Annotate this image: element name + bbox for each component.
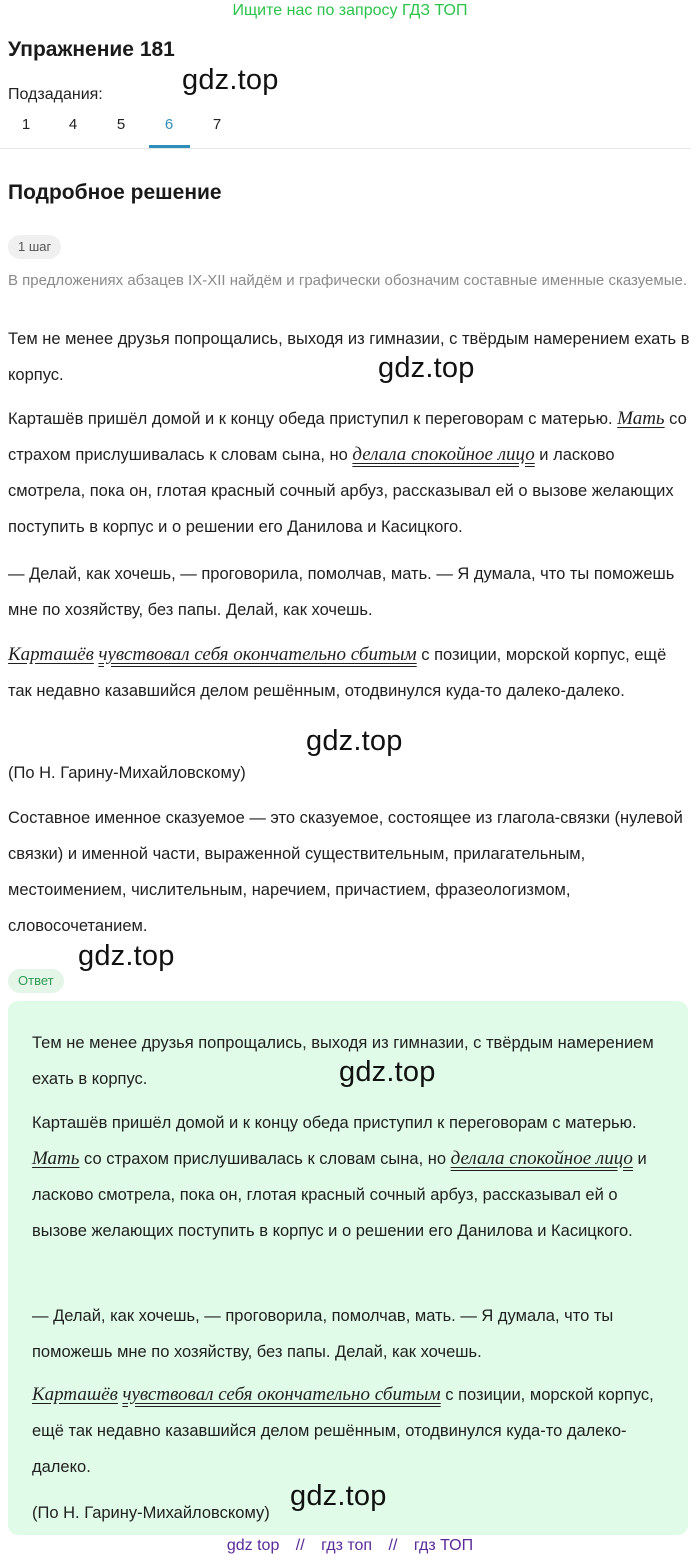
predicate-mark: делала спокойное лицо xyxy=(450,1148,633,1169)
tab-1[interactable]: 1 xyxy=(21,116,31,133)
step-note: В предложениях абзацев IX-XII найдём и графически обозначим составные именные сказуемые. xyxy=(8,272,687,289)
bottom-link-gdz-top-ru[interactable]: гдз топ xyxy=(321,1537,373,1554)
paragraph-text: со страхом прислушивалась к словам сына, но xyxy=(8,410,687,464)
watermark: gdz.top xyxy=(182,64,279,96)
watermark: gdz.top xyxy=(339,1056,436,1088)
tab-7[interactable]: 7 xyxy=(212,116,222,133)
answer-paragraph-2 xyxy=(32,1105,672,1249)
active-tab-indicator xyxy=(149,145,190,148)
bottom-link-gdz-top[interactable]: gdz top xyxy=(226,1537,280,1554)
paragraph-text: Карташёв пришёл домой и к концу обеда приступил к переговорам с матерью. xyxy=(8,410,618,428)
watermark: gdz.top xyxy=(306,725,403,757)
tab-6[interactable]: 6 xyxy=(164,116,174,133)
watermark: gdz.top xyxy=(78,940,175,972)
paragraph-text: и ласково смотрела, пока он, глотая красный сочный арбуз, рассказывал ей о вызове желающих поступить в корпус и о решении его Данилова и Касицкого. xyxy=(8,446,674,536)
predicate-mark: делала спокойное лицо xyxy=(352,444,535,465)
solution-paragraph-2 xyxy=(8,401,692,545)
paragraph-text: со страхом прислушивалась к словам сына, но xyxy=(79,1150,451,1168)
answer-paragraph-1: Тем не менее друзья попрощались, выходя из гимназии, с твёрдым намерением ехать в корпус. xyxy=(32,1034,654,1088)
separator: // xyxy=(388,1537,398,1554)
solution-title: Подробное решение xyxy=(8,181,222,204)
predicate-mark: чувствовал себя окончательно сбитым xyxy=(122,1384,441,1405)
subject-mark: Карташёв xyxy=(32,1384,118,1405)
source-citation: (По Н. Гарину-Михайловскому) xyxy=(8,764,246,782)
answer-badge: Ответ xyxy=(8,969,64,993)
predicate-mark: чувствовал себя окончательно сбитым xyxy=(98,644,417,665)
tab-5[interactable]: 5 xyxy=(116,116,126,133)
watermark: gdz.top xyxy=(378,352,475,384)
solution-paragraph-3: — Делай, как хочешь, — проговорила, помолчав, мать. — Я думала, что ты поможешь мне по хозяйству, без папы. Делай, как хочешь. xyxy=(8,565,675,619)
answer-paragraph-4 xyxy=(32,1377,672,1485)
tab-4[interactable]: 4 xyxy=(68,116,78,133)
definition-paragraph: Составное именное сказуемое — это сказуемое, состоящее из глагола-связки (нулевой связки) и именной части, выраженной существительным, прилагательным, местоимением, числительным, наречием, причастием, фразеологизмом, словосочетанием. xyxy=(8,809,683,935)
watermark: gdz.top xyxy=(290,1480,387,1512)
subject-mark: Мать xyxy=(617,408,665,429)
solution-paragraph-1: Тем не менее друзья попрощались, выходя из гимназии, с твёрдым намерением ехать в корпус. xyxy=(8,330,690,384)
answer-paragraph-3: — Делай, как хочешь, — проговорила, помолчав, мать. — Я думала, что ты поможешь мне по хозяйству, без папы. Делай, как хочешь. xyxy=(32,1307,614,1361)
subject-mark: Карташёв xyxy=(8,644,94,665)
top-banner[interactable]: Ищите нас по запросу ГДЗ ТОП xyxy=(232,2,468,19)
paragraph-text: с позиции, морской корпус, ещё так недавно казавшийся делом решённым, отодвинулся куда-то далеко-далеко. xyxy=(32,1386,654,1476)
bottom-links xyxy=(0,1537,700,1555)
step-badge: 1 шаг xyxy=(8,235,61,259)
answer-source-citation: (По Н. Гарину-Михайловскому) xyxy=(32,1504,270,1522)
bottom-link-gdz-top-caps[interactable]: гдз ТОП xyxy=(413,1537,474,1554)
subject-mark: Мать xyxy=(32,1148,80,1169)
exercise-title: Упражнение 181 xyxy=(8,38,175,61)
paragraph-text: и ласково смотрела, пока он, глотая красный сочный арбуз, рассказывал ей о вызове желающих поступить в корпус и о решении его Данилова и Касицкого. xyxy=(32,1150,647,1240)
paragraph-text: с позиции, морской корпус, ещё так недавно казавшийся делом решённым, отодвинулся куда-то далеко-далеко. xyxy=(8,646,667,700)
subtask-tabs xyxy=(0,110,690,149)
separator: // xyxy=(295,1537,305,1554)
paragraph-text: Карташёв пришёл домой и к концу обеда приступил к переговорам с матерью. xyxy=(32,1114,637,1132)
solution-paragraph-4 xyxy=(8,637,692,709)
subtasks-label: Подзадания: xyxy=(8,86,103,103)
